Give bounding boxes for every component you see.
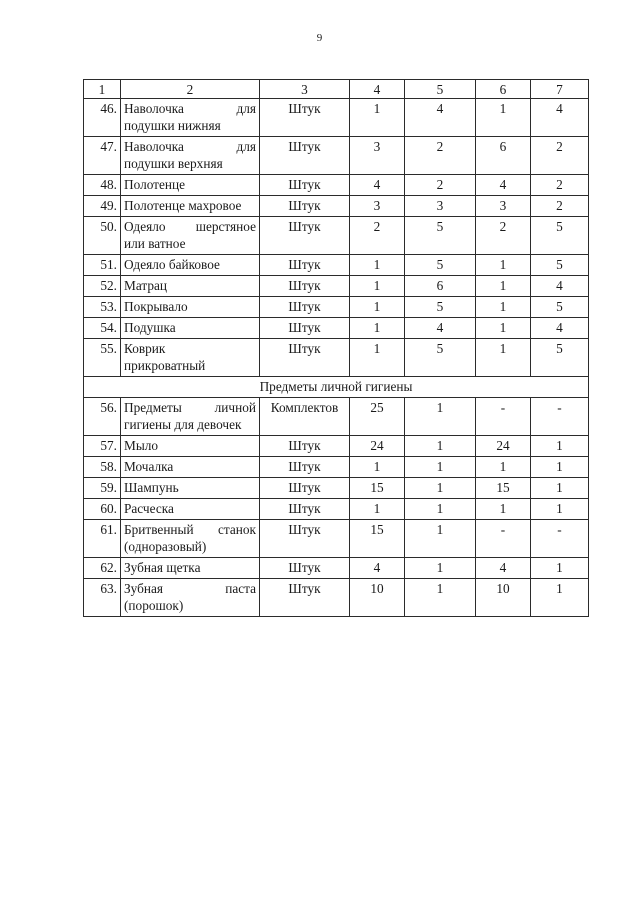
value-cell-col6: 24	[476, 436, 531, 457]
value-cell-col5: 5	[405, 217, 476, 255]
value-cell-col6: 6	[476, 137, 531, 175]
section-row	[84, 377, 589, 398]
value-cell-col5: 1	[405, 579, 476, 617]
table-row	[84, 520, 589, 558]
item-name	[121, 196, 260, 217]
row-number: 57.	[84, 436, 121, 457]
table-row	[84, 276, 589, 297]
item-name-line: Бритвенный станок	[124, 522, 256, 537]
table-row	[84, 398, 589, 436]
item-name-line: Предметы личной	[124, 400, 256, 415]
item-name	[121, 318, 260, 339]
table-row	[84, 579, 589, 617]
value-cell-col5: 3	[405, 196, 476, 217]
item-name	[121, 436, 260, 457]
value-cell-col4: 1	[350, 457, 405, 478]
item-name-line: (порошок)	[124, 598, 184, 613]
value-cell-col4: 1	[350, 276, 405, 297]
item-name	[121, 499, 260, 520]
value-cell-col7: -	[531, 520, 589, 558]
value-cell-col6: 1	[476, 255, 531, 276]
item-name-line: Мочалка	[124, 459, 174, 474]
value-cell-col5: 5	[405, 255, 476, 276]
row-number: 58.	[84, 457, 121, 478]
unit-cell: Штук	[260, 217, 350, 255]
header-cell: 2	[121, 80, 260, 99]
item-name	[121, 276, 260, 297]
value-cell-col4: 4	[350, 558, 405, 579]
row-number: 48.	[84, 175, 121, 196]
item-name-line: Одеяло байковое	[124, 257, 220, 272]
item-name	[121, 99, 260, 137]
value-cell-col5: 4	[405, 318, 476, 339]
page-number: 9	[316, 32, 323, 44]
unit-cell: Штук	[260, 196, 350, 217]
value-cell-col6: 4	[476, 558, 531, 579]
value-cell-col4: 2	[350, 217, 405, 255]
unit-cell: Штук	[260, 520, 350, 558]
value-cell-col6: -	[476, 398, 531, 436]
value-cell-col4: 10	[350, 579, 405, 617]
value-cell-col5: 2	[405, 175, 476, 196]
value-cell-col7: 4	[531, 318, 589, 339]
item-name	[121, 520, 260, 558]
value-cell-col5: 1	[405, 436, 476, 457]
table-row	[84, 457, 589, 478]
value-cell-col5: 4	[405, 99, 476, 137]
table-row	[84, 196, 589, 217]
value-cell-col6: 2	[476, 217, 531, 255]
header-cell: 4	[350, 80, 405, 99]
item-name	[121, 339, 260, 377]
item-name-line: Одеяло шерстяное	[124, 219, 256, 234]
item-name-line: гигиены для девочек	[124, 417, 242, 432]
value-cell-col6: 1	[476, 339, 531, 377]
value-cell-col7: 2	[531, 137, 589, 175]
table-row	[84, 318, 589, 339]
item-name	[121, 579, 260, 617]
item-name-line: Зубная паста	[124, 581, 256, 596]
row-number: 61.	[84, 520, 121, 558]
row-number: 51.	[84, 255, 121, 276]
value-cell-col4: 4	[350, 175, 405, 196]
row-number: 59.	[84, 478, 121, 499]
item-name-line: (одноразовый)	[124, 539, 207, 554]
value-cell-col6: 1	[476, 499, 531, 520]
value-cell-col6: 1	[476, 297, 531, 318]
value-cell-col4: 1	[350, 339, 405, 377]
value-cell-col4: 1	[350, 499, 405, 520]
value-cell-col5: 1	[405, 457, 476, 478]
value-cell-col4: 1	[350, 99, 405, 137]
header-cell: 6	[476, 80, 531, 99]
value-cell-col7: 5	[531, 255, 589, 276]
value-cell-col4: 15	[350, 520, 405, 558]
unit-cell: Штук	[260, 276, 350, 297]
unit-cell: Штук	[260, 297, 350, 318]
value-cell-col5: 1	[405, 520, 476, 558]
value-cell-col5: 1	[405, 558, 476, 579]
value-cell-col6: -	[476, 520, 531, 558]
row-number: 52.	[84, 276, 121, 297]
value-cell-col7: 1	[531, 436, 589, 457]
row-number: 63.	[84, 579, 121, 617]
value-cell-col5: 1	[405, 398, 476, 436]
unit-cell: Штук	[260, 255, 350, 276]
value-cell-col7: 1	[531, 579, 589, 617]
value-cell-col4: 1	[350, 255, 405, 276]
value-cell-col7: 1	[531, 499, 589, 520]
item-name-line: Зубная щетка	[124, 560, 201, 575]
item-name-line: Коврик	[124, 341, 166, 356]
table-row	[84, 436, 589, 457]
item-name	[121, 398, 260, 436]
value-cell-col6: 1	[476, 276, 531, 297]
value-cell-col7: 5	[531, 339, 589, 377]
unit-cell: Штук	[260, 339, 350, 377]
value-cell-col4: 25	[350, 398, 405, 436]
table-row	[84, 558, 589, 579]
header-cell: 7	[531, 80, 589, 99]
table-row	[84, 137, 589, 175]
unit-cell: Штук	[260, 457, 350, 478]
unit-cell: Штук	[260, 436, 350, 457]
value-cell-col5: 5	[405, 297, 476, 318]
table-header-row	[84, 80, 589, 99]
item-name-line: Полотенце махровое	[124, 198, 242, 213]
value-cell-col6: 3	[476, 196, 531, 217]
unit-cell: Штук	[260, 318, 350, 339]
item-name-line: или ватное	[124, 236, 186, 251]
value-cell-col4: 3	[350, 137, 405, 175]
value-cell-col7: 5	[531, 217, 589, 255]
row-number: 54.	[84, 318, 121, 339]
value-cell-col4: 15	[350, 478, 405, 499]
value-cell-col4: 1	[350, 318, 405, 339]
value-cell-col6: 1	[476, 457, 531, 478]
value-cell-col7: 4	[531, 99, 589, 137]
unit-cell: Штук	[260, 137, 350, 175]
section-title: Предметы личной гигиены	[84, 377, 589, 398]
table-row	[84, 217, 589, 255]
row-number: 46.	[84, 99, 121, 137]
value-cell-col7: 4	[531, 276, 589, 297]
item-name-line: Мыло	[124, 438, 159, 453]
item-name-line: Подушка	[124, 320, 176, 335]
value-cell-col7: 1	[531, 457, 589, 478]
unit-cell: Штук	[260, 499, 350, 520]
item-name-line: Шампунь	[124, 480, 179, 495]
value-cell-col5: 2	[405, 137, 476, 175]
table-row	[84, 255, 589, 276]
item-name-line: Наволочка для	[124, 101, 256, 116]
value-cell-col5: 1	[405, 499, 476, 520]
row-number: 50.	[84, 217, 121, 255]
value-cell-col5: 1	[405, 478, 476, 499]
item-name-line: прикроватный	[124, 358, 206, 373]
row-number: 53.	[84, 297, 121, 318]
item-name	[121, 558, 260, 579]
item-name-line: подушки верхняя	[124, 156, 223, 171]
item-name-line: Матрац	[124, 278, 168, 293]
value-cell-col6: 1	[476, 318, 531, 339]
value-cell-col7: 1	[531, 478, 589, 499]
header-cell: 5	[405, 80, 476, 99]
value-cell-col5: 6	[405, 276, 476, 297]
item-name	[121, 217, 260, 255]
row-number: 55.	[84, 339, 121, 377]
item-name-line: Покрывало	[124, 299, 188, 314]
table-row	[84, 297, 589, 318]
value-cell-col6: 10	[476, 579, 531, 617]
value-cell-col7: 5	[531, 297, 589, 318]
value-cell-col7: 1	[531, 558, 589, 579]
unit-cell: Штук	[260, 579, 350, 617]
value-cell-col7: 2	[531, 196, 589, 217]
value-cell-col4: 24	[350, 436, 405, 457]
header-cell: 3	[260, 80, 350, 99]
value-cell-col4: 1	[350, 297, 405, 318]
supplies-table	[83, 79, 589, 617]
row-number: 47.	[84, 137, 121, 175]
item-name-line: Наволочка для	[124, 139, 256, 154]
item-name	[121, 255, 260, 276]
value-cell-col6: 1	[476, 99, 531, 137]
row-number: 62.	[84, 558, 121, 579]
value-cell-col6: 4	[476, 175, 531, 196]
value-cell-col4: 3	[350, 196, 405, 217]
value-cell-col7: -	[531, 398, 589, 436]
table-row	[84, 478, 589, 499]
unit-cell: Штук	[260, 558, 350, 579]
table-row	[84, 339, 589, 377]
value-cell-col7: 2	[531, 175, 589, 196]
unit-cell: Штук	[260, 99, 350, 137]
item-name	[121, 297, 260, 318]
unit-cell: Комплектов	[260, 398, 350, 436]
table-row	[84, 99, 589, 137]
item-name	[121, 137, 260, 175]
item-name-line: подушки нижняя	[124, 118, 221, 133]
value-cell-col6: 15	[476, 478, 531, 499]
item-name	[121, 478, 260, 499]
unit-cell: Штук	[260, 175, 350, 196]
unit-cell: Штук	[260, 478, 350, 499]
item-name	[121, 175, 260, 196]
row-number: 60.	[84, 499, 121, 520]
value-cell-col5: 5	[405, 339, 476, 377]
row-number: 56.	[84, 398, 121, 436]
item-name-line: Полотенце	[124, 177, 186, 192]
row-number: 49.	[84, 196, 121, 217]
header-cell: 1	[84, 80, 121, 99]
item-name	[121, 457, 260, 478]
table-row	[84, 175, 589, 196]
table-row	[84, 499, 589, 520]
item-name-line: Расческа	[124, 501, 174, 516]
